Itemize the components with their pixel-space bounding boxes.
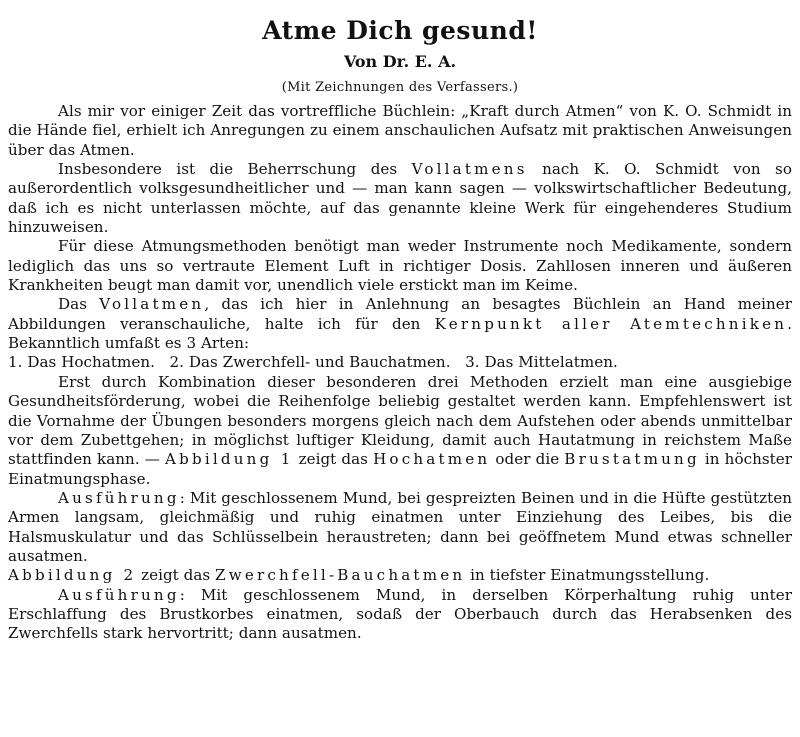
article-page	[8, 0, 792, 737]
emphasis-vollatmen: Vollatmen	[99, 295, 205, 314]
paragraph-9-text-b: : Mit geschlossenem Mund, in derselben Körperhaltung ruhig unter Erschlaffung des Brustkorbes einatmen, sodaß der Oberbauch durch das Herabsenken des Zwerchfells stark hervortritt; dann ausatmen.	[8, 585, 792, 643]
paragraph-7-text-b: : Mit geschlossenem Mund, bei gespreizten Beinen und in die Hüfte gestützten Armen langsam, gleichmäßig und ruhig einatmen unter Einziehung des Leibes, bis die Halsmuskulatur und das Schlüsselbein heraustreten; dann bei geöffnetem Mund etwas schneller ausatmen.	[8, 488, 792, 565]
paragraph-9	[8, 586, 792, 644]
paragraph-4-text-c: , das ich hier in Anlehnung an besagtes Büchlein an Hand meiner Abbildungen veranschauliche, halte ich für den	[8, 295, 792, 333]
paragraph-6-text-c: zeigt das	[293, 450, 374, 469]
paragraph-6-text-a: Erst durch Kombination dieser besonderen drei Methoden erzielt man eine ausgiebige Gesundheitsförderung, wobei die Reihenfolge beliebig gestaltet werden kann. Empfehlenswert ist die Vornahme der Übungen besonders morgens gleich nach dem Aufstehen oder abends unmittelbar vor dem Zubettgehen; in möglichst luftiger Kleidung, damit auch Hautatmung in reichstem Maße stattfinden kann. —	[8, 372, 792, 469]
emphasis-kernpunkt: Kernpunkt aller Atemtechniken	[434, 314, 788, 333]
emphasis-hochatmen: Hochatmen	[373, 450, 491, 469]
emphasis-brustatmung: Brustatmung	[564, 450, 700, 469]
paragraph-3: Für diese Atmungsmethoden benötigt man weder Instrumente noch Medikamente, sondern lediglich das uns so vertraute Element Luft in richtiger Dosis. Zahllosen inneren und äußeren Krankheiten beugt man damit vor, unendlich viele erstickt man im Keime.	[8, 237, 792, 295]
article-title: Atme Dich gesund!	[262, 16, 538, 45]
paragraph-6-text-g: in höchster Einatmungsphase.	[8, 450, 793, 488]
article-body	[8, 102, 792, 644]
emphasis-abbildung-1: Abbildung 1	[165, 450, 294, 469]
paragraph-6	[8, 373, 792, 489]
article-byline: Von Dr. E. A.	[343, 52, 457, 71]
emphasis-ausfuehrung-1: Ausführung	[58, 488, 180, 507]
paragraph-4-text-e: . Bekanntlich umfaßt es 3 Arten:	[8, 314, 792, 353]
paragraph-4	[8, 295, 792, 353]
paragraph-2	[8, 160, 792, 237]
paragraph-6-text-e: oder die	[490, 450, 565, 469]
paragraph-8	[8, 566, 792, 585]
paragraph-4-text-a: Das	[58, 295, 100, 314]
breathing-types-list: 1. Das Hochatmen. 2. Das Zwerchfell- und Bauchatmen. 3. Das Mittelatmen.	[8, 353, 618, 372]
paragraph-2-text-a: Insbesondere ist die Beherrschung des	[58, 160, 412, 179]
paragraph-8-text-b: zeigt das	[136, 566, 216, 585]
paragraph-7	[8, 489, 792, 566]
emphasis-vollatmens: Vollatmens	[411, 160, 528, 179]
emphasis-ausfuehrung-2: Ausführung	[58, 585, 180, 604]
paragraph-2-text-c: nach K. O. Schmidt von so außerordentlich volksgesundheitlicher und — man kann sagen — volkswirtschaftlicher Bedeutung, daß ich es nicht unterlassen möchte, auf das genannte kleine Werk für eingehenderes Studium hinzuweisen.	[8, 160, 792, 237]
emphasis-zwerchfell-bauchatmen: Zwerchfell-Bauchatmen	[215, 566, 466, 585]
emphasis-abbildung-2: Abbildung 2	[8, 566, 137, 585]
illustrations-note: (Mit Zeichnungen des Verfassers.)	[281, 80, 519, 95]
paragraph-1: Als mir vor einiger Zeit das vortreffliche Büchlein: „Kraft durch Atmen“ von K. O. Schmidt in die Hände fiel, erhielt ich Anregungen zu einem anschaulichen Aufsatz mit praktischen Anweisungen über das Atmen.	[8, 102, 792, 159]
paragraph-8-text-d: in tiefster Einatmungsstellung.	[465, 566, 710, 585]
